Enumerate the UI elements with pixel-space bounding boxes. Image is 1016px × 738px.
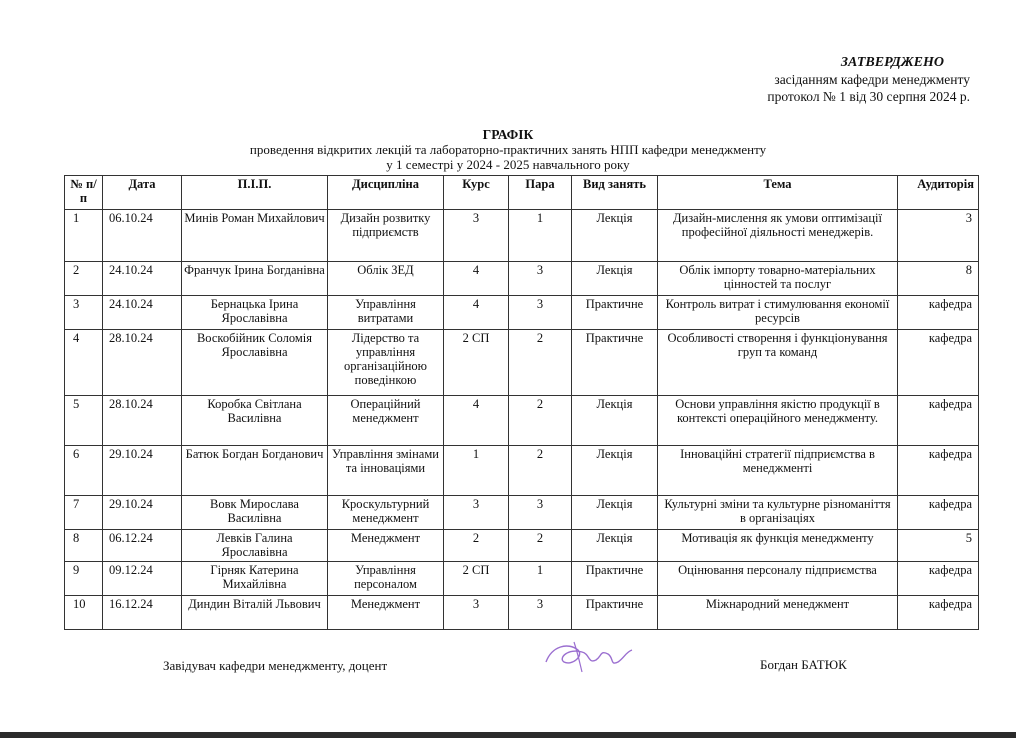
header-type: Вид занять xyxy=(572,176,658,210)
row-topic: Мотивація як функція менеджменту xyxy=(658,530,898,562)
document-subtitle-2: у 1 семестрі у 2024 - 2025 навчального року xyxy=(386,157,630,172)
row-course: 3 xyxy=(444,496,509,530)
approval-line-2: протокол № 1 від 30 серпня 2024 р. xyxy=(767,89,970,104)
row-num: 2 xyxy=(65,262,103,296)
head-of-department-title: Завідувач кафедри менеджменту, доцент xyxy=(163,658,388,673)
row-pair: 3 xyxy=(509,496,572,530)
row-course: 2 СП xyxy=(444,562,509,596)
row-name: Диндин Віталій Львович xyxy=(182,596,328,630)
row-date: 24.10.24 xyxy=(103,296,182,330)
row-name: Коробка Світлана Василівна xyxy=(182,396,328,446)
row-discipline: Дизайн розвитку підприємств xyxy=(328,210,444,262)
row-course: 3 xyxy=(444,596,509,630)
row-discipline: Операційний менеджмент xyxy=(328,396,444,446)
row-type: Лекція xyxy=(572,262,658,296)
row-num: 5 xyxy=(65,396,103,446)
row-room: кафедра xyxy=(898,296,979,330)
row-num: 3 xyxy=(65,296,103,330)
table-row xyxy=(65,596,979,630)
row-discipline: Менеджмент xyxy=(328,530,444,562)
row-pair: 1 xyxy=(509,562,572,596)
table-row xyxy=(65,262,979,296)
row-discipline: Облік ЗЕД xyxy=(328,262,444,296)
row-course: 4 xyxy=(444,296,509,330)
row-pair: 2 xyxy=(509,530,572,562)
row-pair: 2 xyxy=(509,396,572,446)
table-row xyxy=(65,396,979,446)
row-room: 3 xyxy=(898,210,979,262)
table-row xyxy=(65,296,979,330)
row-room: кафедра xyxy=(898,330,979,396)
row-topic: Основи управління якістю продукції в контексті операційного менеджменту. xyxy=(658,396,898,446)
row-name: Воскобійник Соломія Ярославівна xyxy=(182,330,328,396)
row-topic: Облік імпорту товарно-матеріальних цінностей та послуг xyxy=(658,262,898,296)
row-name: Бернацька Ірина Ярославівна xyxy=(182,296,328,330)
row-num: 8 xyxy=(65,530,103,562)
signature-stroke-main xyxy=(546,646,632,663)
row-room: 5 xyxy=(898,530,979,562)
header-date: Дата xyxy=(103,176,182,210)
row-course: 4 xyxy=(444,396,509,446)
scan-edge-bar xyxy=(0,732,1016,738)
row-name: Гірняк Катерина Михайлівна xyxy=(182,562,328,596)
row-num: 4 xyxy=(65,330,103,396)
table-row xyxy=(65,210,979,262)
table-row xyxy=(65,496,979,530)
row-room: кафедра xyxy=(898,596,979,630)
header-course: Курс xyxy=(444,176,509,210)
header-discipline: Дисципліна xyxy=(328,176,444,210)
header-name: П.І.П. xyxy=(182,176,328,210)
header-room: Аудиторія xyxy=(898,176,979,210)
row-pair: 2 xyxy=(509,446,572,496)
row-date: 24.10.24 xyxy=(103,262,182,296)
row-name: Минів Роман Михайлович xyxy=(182,210,328,262)
signature-stroke-accent xyxy=(574,642,582,672)
row-topic: Контроль витрат і стимулювання економії ресурсів xyxy=(658,296,898,330)
row-type: Лекція xyxy=(572,530,658,562)
table-row xyxy=(65,446,979,496)
schedule-table xyxy=(64,175,979,630)
approval-heading: ЗАТВЕРДЖЕНО xyxy=(840,55,944,70)
row-room: кафедра xyxy=(898,496,979,530)
row-date: 16.12.24 xyxy=(103,596,182,630)
row-num: 1 xyxy=(65,210,103,262)
row-discipline: Управління змінами та інноваціями xyxy=(328,446,444,496)
row-room: кафедра xyxy=(898,446,979,496)
approval-block xyxy=(767,54,970,105)
row-num: 6 xyxy=(65,446,103,496)
row-discipline: Управління витратами xyxy=(328,296,444,330)
row-discipline: Лідерство та управління організаційною поведінкою xyxy=(328,330,444,396)
row-name: Батюк Богдан Богданович xyxy=(182,446,328,496)
row-topic: Особливості створення і функціонування груп та команд xyxy=(658,330,898,396)
row-topic: Міжнародний менеджмент xyxy=(658,596,898,630)
row-pair: 3 xyxy=(509,596,572,630)
signer-name: Богдан БАТЮК xyxy=(760,657,847,672)
handwritten-signature xyxy=(538,636,638,676)
row-room: кафедра xyxy=(898,562,979,596)
row-course: 1 xyxy=(444,446,509,496)
row-date: 29.10.24 xyxy=(103,446,182,496)
row-topic: Інноваційні стратегії підприємства в менеджменті xyxy=(658,446,898,496)
row-course: 2 СП xyxy=(444,330,509,396)
document-subtitle-1: проведення відкритих лекцій та лабораторно-практичних занять НПП кафедри менеджменту xyxy=(249,142,767,157)
row-course: 3 xyxy=(444,210,509,262)
row-type: Практичне xyxy=(572,330,658,396)
row-date: 06.10.24 xyxy=(103,210,182,262)
row-name: Франчук Ірина Богданівна xyxy=(182,262,328,296)
document-title-block xyxy=(0,127,1016,172)
row-discipline: Управління персоналом xyxy=(328,562,444,596)
row-date: 06.12.24 xyxy=(103,530,182,562)
row-discipline: Менеджмент xyxy=(328,596,444,630)
row-discipline: Кроскультурний менеджмент xyxy=(328,496,444,530)
row-topic: Культурні зміни та культурне різноманіття в організаціях xyxy=(658,496,898,530)
row-date: 28.10.24 xyxy=(103,330,182,396)
table-header-row xyxy=(65,176,979,210)
row-name: Левків Галина Ярославівна xyxy=(182,530,328,562)
row-type: Лекція xyxy=(572,210,658,262)
table-row xyxy=(65,330,979,396)
row-num: 10 xyxy=(65,596,103,630)
row-type: Лекція xyxy=(572,496,658,530)
row-type: Практичне xyxy=(572,562,658,596)
table-row xyxy=(65,562,979,596)
row-name: Вовк Мирослава Василівна xyxy=(182,496,328,530)
row-type: Лекція xyxy=(572,396,658,446)
header-pair: Пара xyxy=(509,176,572,210)
row-course: 2 xyxy=(444,530,509,562)
document-title: ГРАФІК xyxy=(482,127,534,142)
row-course: 4 xyxy=(444,262,509,296)
row-date: 28.10.24 xyxy=(103,396,182,446)
row-room: 8 xyxy=(898,262,979,296)
row-date: 29.10.24 xyxy=(103,496,182,530)
header-topic: Тема xyxy=(658,176,898,210)
header-num: № п/п xyxy=(65,176,103,210)
row-pair: 3 xyxy=(509,262,572,296)
row-date: 09.12.24 xyxy=(103,562,182,596)
row-pair: 1 xyxy=(509,210,572,262)
row-topic: Дизайн-мислення як умови оптимізації професійної діяльності менеджерів. xyxy=(658,210,898,262)
approval-line-1: засіданням кафедри менеджменту xyxy=(774,72,970,87)
row-num: 9 xyxy=(65,562,103,596)
table-row xyxy=(65,530,979,562)
row-type: Практичне xyxy=(572,596,658,630)
row-room: кафедра xyxy=(898,396,979,446)
row-pair: 2 xyxy=(509,330,572,396)
row-type: Лекція xyxy=(572,446,658,496)
row-pair: 3 xyxy=(509,296,572,330)
row-topic: Оцінювання персоналу підприємства xyxy=(658,562,898,596)
row-type: Практичне xyxy=(572,296,658,330)
row-num: 7 xyxy=(65,496,103,530)
